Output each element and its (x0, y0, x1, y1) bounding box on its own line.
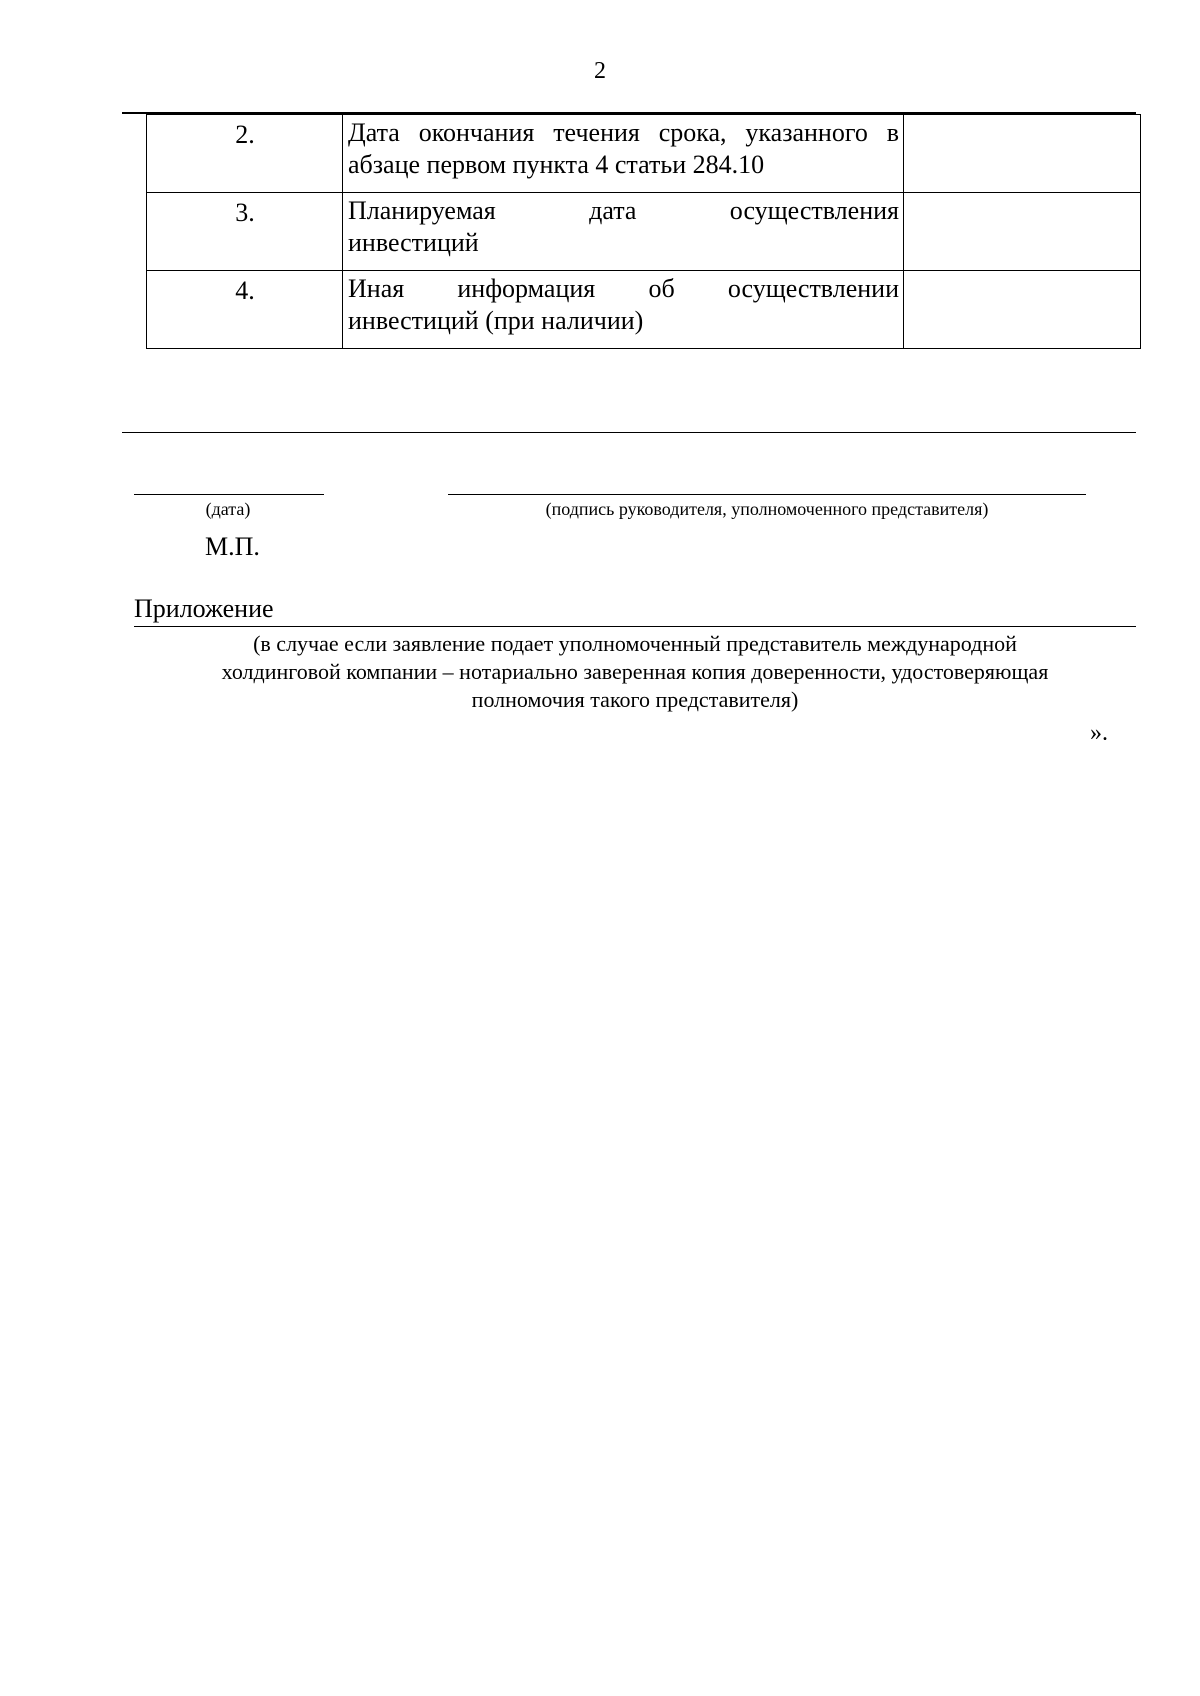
table-row (147, 271, 1141, 349)
investment-info-table (146, 114, 1141, 349)
row-description-line: Иная информация об осуществлении (348, 274, 899, 303)
row-value-cell (904, 271, 1141, 349)
appendix-note-line: (в случае если заявление подает уполномоченный представитель международной (253, 631, 1017, 656)
row-description-line: инвестиций (348, 228, 479, 257)
representative-signature-line (448, 494, 1086, 495)
date-signature-line (134, 494, 324, 495)
stamp-place-label: М.П. (205, 532, 260, 561)
blank-field-line (122, 432, 1136, 433)
row-description (343, 271, 904, 349)
closing-quote: ». (1090, 720, 1108, 746)
row-description-line: Планируемая дата осуществления (348, 196, 899, 225)
row-description (343, 115, 904, 193)
appendix-note-line: полномочия такого представителя) (471, 687, 799, 712)
row-number: 3. (147, 193, 343, 271)
signature-caption: (подпись руководителя, уполномоченного представителя) (545, 499, 989, 519)
table-row (147, 193, 1141, 271)
table-row (147, 115, 1141, 193)
row-description-line: инвестиций (при наличии) (348, 306, 644, 335)
row-number: 2. (147, 115, 343, 193)
row-description (343, 193, 904, 271)
row-description-line: абзаце первом пункта 4 статьи 284.10 (348, 150, 765, 179)
date-caption: (дата) (205, 499, 251, 519)
page-number: 2 (594, 58, 606, 84)
appendix-note (134, 630, 1136, 714)
row-value-cell (904, 193, 1141, 271)
row-description-line: Дата окончания течения срока, указанного в (348, 118, 899, 147)
appendix-note-line: холдинговой компании – нотариально заверенная копия доверенности, удостоверяющая (221, 659, 1049, 684)
appendix-underline (134, 626, 1136, 627)
row-value-cell (904, 115, 1141, 193)
appendix-title: Приложение (134, 594, 274, 623)
row-number: 4. (147, 271, 343, 349)
